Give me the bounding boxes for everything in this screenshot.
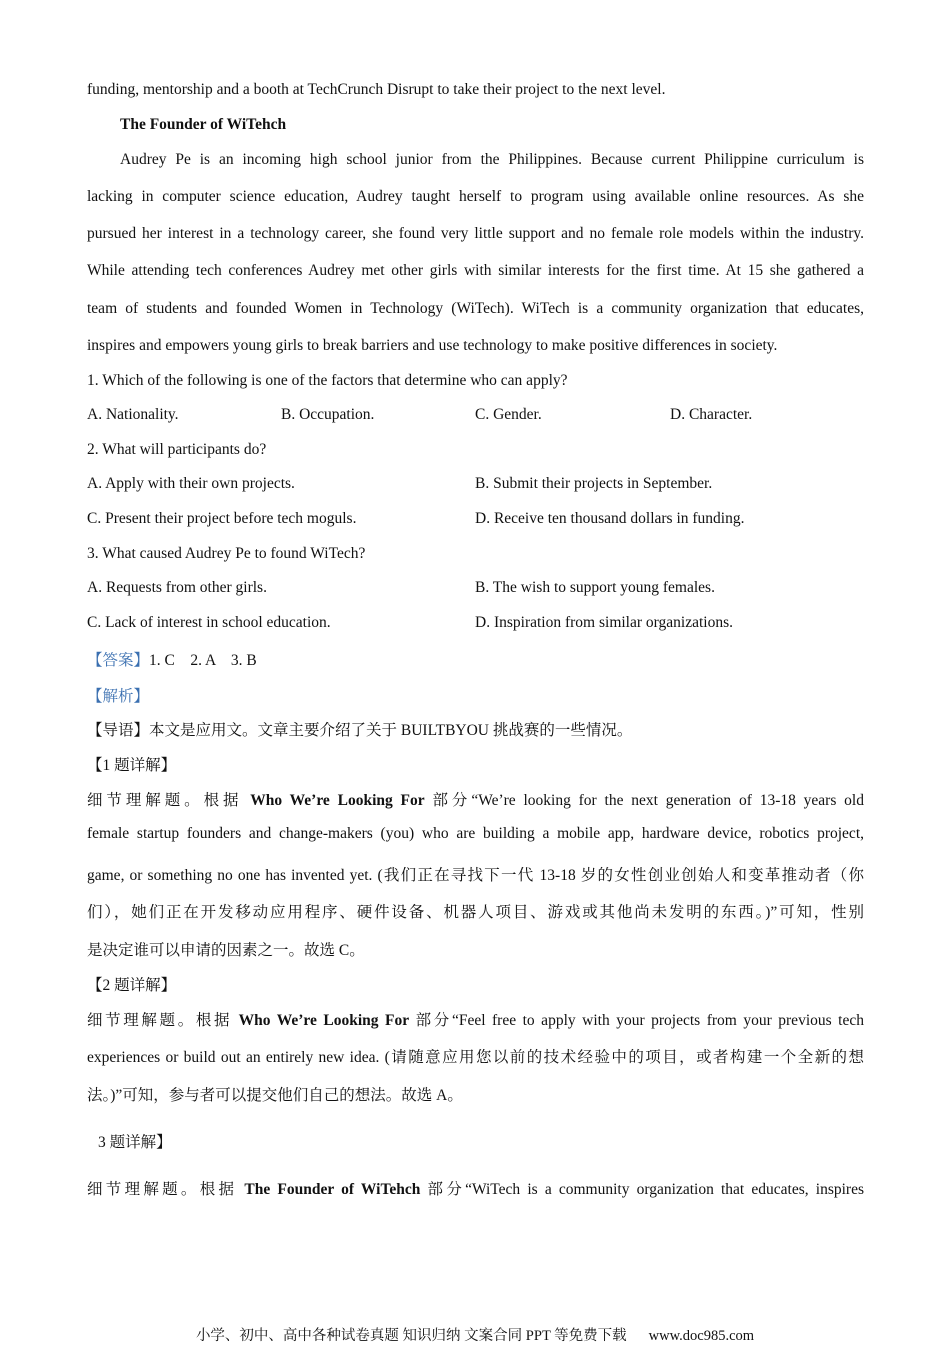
footer-link[interactable]: www.doc985.com xyxy=(648,1328,755,1344)
q1-detail-line: game, or something no one has invented yet. (我们正在寻找下一代 13-18 岁的女性创业创始人和变革推动者（你 xyxy=(87,867,864,884)
section-heading: The Founder of WiTehch xyxy=(120,116,287,133)
q1-section-ref: Who We’re Looking For xyxy=(250,792,425,809)
answer-label: 【答案】 xyxy=(87,652,150,669)
q1-detail-line: 是决定谁可以申请的因素之一。故选 C。 xyxy=(87,942,365,959)
q1-post: 部分“We’re looking for the next generation of 13-18 years old xyxy=(424,792,864,809)
question-3-stem: 3. What caused Audrey Pe to found WiTech? xyxy=(87,545,366,562)
q2-detail-line: 法。)”可知，参与者可以提交他们自己的想法。故选 A。 xyxy=(87,1087,463,1104)
analysis-label: 【解析】 xyxy=(87,688,150,705)
q2-detail-title: 【2 题详解】 xyxy=(87,977,177,994)
q2-section-ref: Who We’re Looking For xyxy=(238,1012,410,1029)
question-2-option-d: D. Receive ten thousand dollars in funding. xyxy=(475,510,745,527)
q2-detail-line: experiences or build out an entirely new idea. (请随意应用您以前的技术经验中的项目，或者构建一个全新的想 xyxy=(87,1049,864,1066)
question-1-option-d: D. Character. xyxy=(670,406,753,423)
question-2-option-a: A. Apply with their own projects. xyxy=(87,475,295,492)
passage-line: pursued her interest in a technology career, she found very little support and no female role models within the industry. xyxy=(87,225,864,242)
question-1-option-b: B. Occupation. xyxy=(281,406,375,423)
q1-pre: 细节理解题。根据 xyxy=(87,792,251,809)
q3-section-ref: The Founder of WiTehch xyxy=(244,1181,421,1198)
answer-text: 1. C 2. A 3. B xyxy=(149,652,257,669)
question-3-option-c: C. Lack of interest in school education. xyxy=(87,614,331,631)
analysis-guide: 【导语】本文是应用文。文章主要介绍了关于 BUILTBYOU 挑战赛的一些情况。 xyxy=(87,722,633,739)
q1-detail-line: female startup founders and change-makers (you) who are building a mobile app, hardware device, robotics project, xyxy=(87,825,864,842)
q2-detail-line xyxy=(87,1008,864,1030)
question-3-option-a: A. Requests from other girls. xyxy=(87,579,267,596)
q2-post: 部分“Feel free to apply with your projects from your previous tech xyxy=(409,1012,864,1029)
passage-line: Audrey Pe is an incoming high school junior from the Philippines. Because current Philippine curriculum is xyxy=(120,151,864,168)
q1-detail-title: 【1 题详解】 xyxy=(87,757,177,774)
question-1-stem: 1. Which of the following is one of the factors that determine who can apply? xyxy=(87,372,568,389)
passage-top-line: funding, mentorship and a booth at TechCrunch Disrupt to take their project to the next level. xyxy=(87,81,666,98)
question-3-option-d: D. Inspiration from similar organizations. xyxy=(475,614,733,631)
q2-pre: 细节理解题。根据 xyxy=(87,1012,239,1029)
passage-line: While attending tech conferences Audrey met other girls with similar interests for the first time. At 15 she gathered a xyxy=(87,262,864,279)
q3-pre: 细节理解题。根据 xyxy=(87,1181,245,1198)
footer-text: 小学、初中、高中各种试卷真题 知识归纳 文案合同 PPT 等免费下载 xyxy=(195,1328,627,1344)
passage-line: inspires and empowers young girls to break barriers and use technology to make positive differences in society. xyxy=(87,337,778,354)
q1-detail-line: 们），她们正在开发移动应用程序、硬件设备、机器人项目、游戏或其他尚未发明的东西。)”可知，性别 xyxy=(87,904,864,921)
page-footer xyxy=(0,1324,950,1345)
question-3-option-b: B. The wish to support young females. xyxy=(475,579,715,596)
question-2-option-b: B. Submit their projects in September. xyxy=(475,475,713,492)
passage-line: team of students and founded Women in Technology (WiTech). WiTech is a community organization that educates, xyxy=(87,300,864,317)
q3-post: 部分“WiTech is a community organization that educates, inspires xyxy=(420,1181,864,1198)
passage-line: lacking in computer science education, Audrey taught herself to program using available online resources. As she xyxy=(87,188,864,205)
q3-detail-line xyxy=(87,1177,864,1199)
answer-line xyxy=(87,648,864,670)
question-1-option-a: A. Nationality. xyxy=(87,406,179,423)
question-2-option-c: C. Present their project before tech moguls. xyxy=(87,510,357,527)
question-1-option-c: C. Gender. xyxy=(475,406,542,423)
q3-detail-title: 3 题详解】 xyxy=(98,1134,172,1151)
q1-detail-line xyxy=(87,788,864,810)
question-2-stem: 2. What will participants do? xyxy=(87,441,267,458)
